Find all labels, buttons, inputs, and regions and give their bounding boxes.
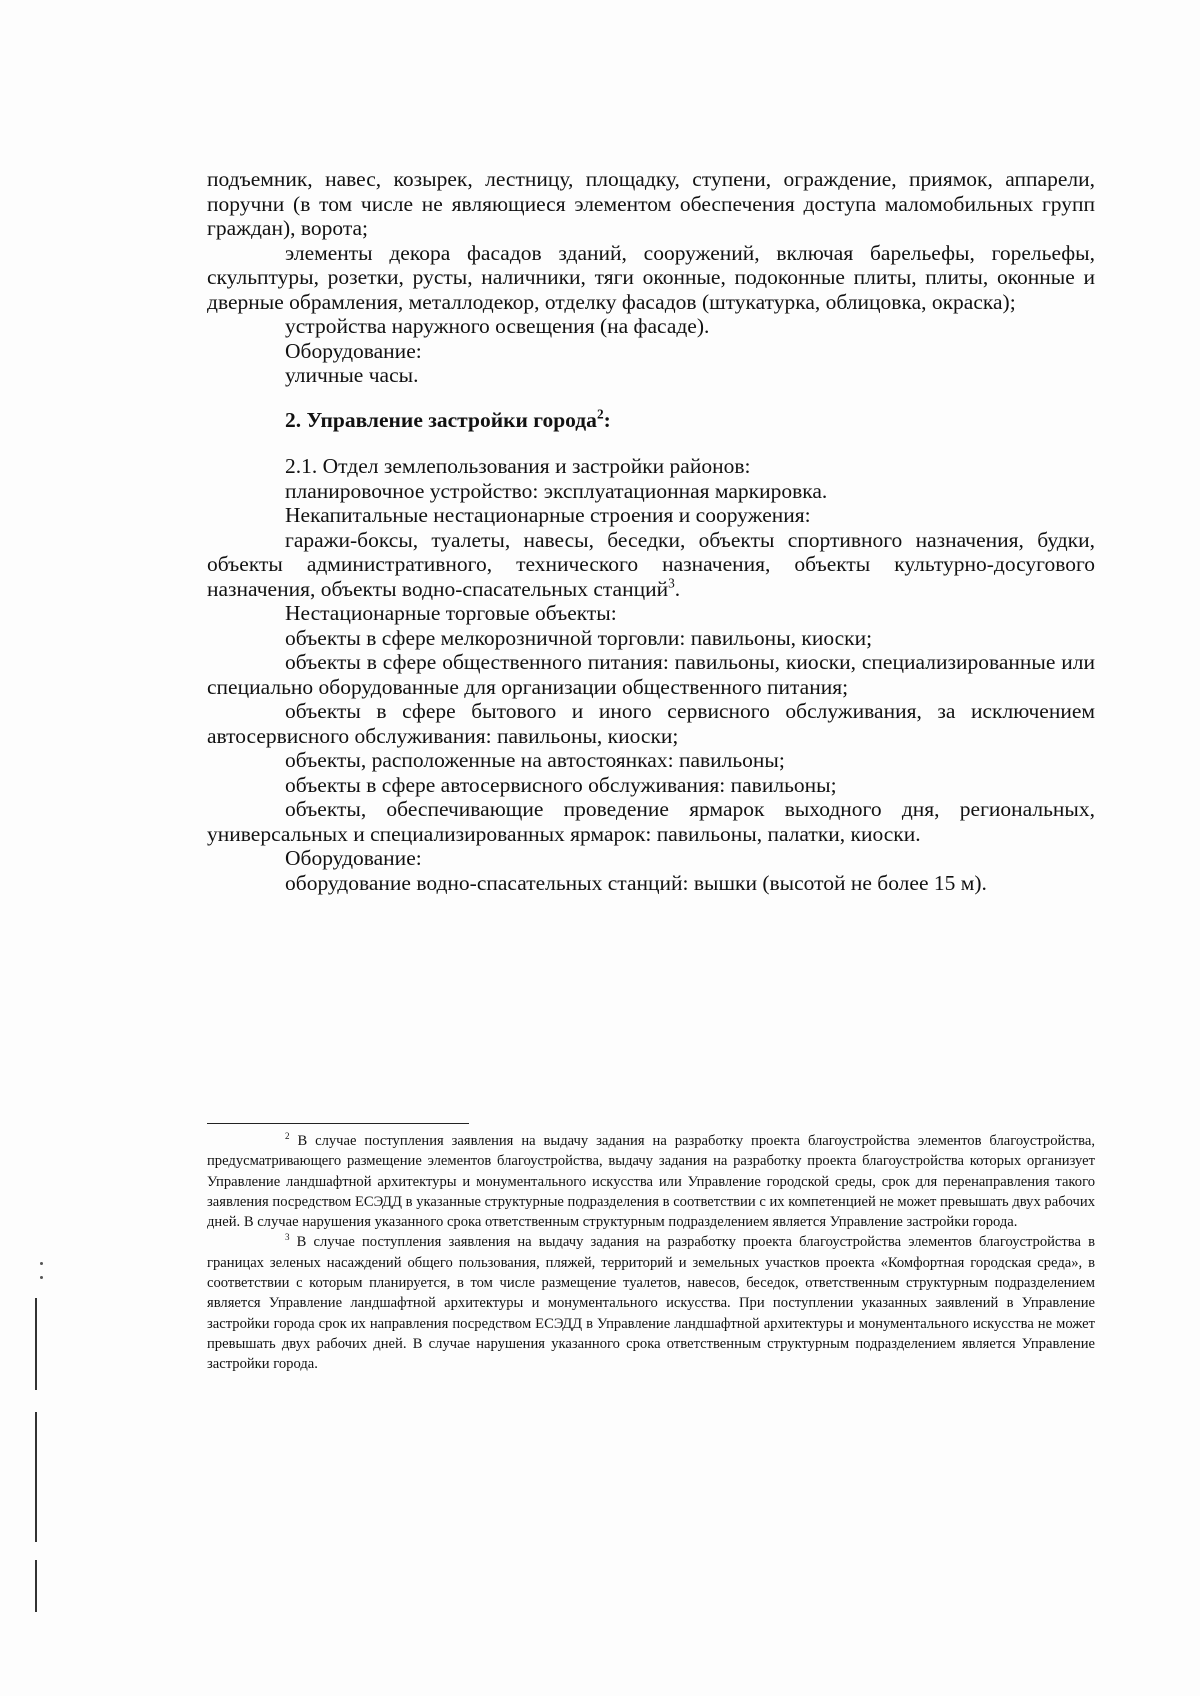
paragraph-facade-decor: элементы декора фасадов зданий, сооружений, включая барельефы, горельефы, скульптуры, розетки, русты, наличники, тяги оконные, подоконные плиты, плиты, оконные и дверные обрамления, металлодекор, отделку фасадов (штукатурка, облицовка, окраска); (207, 240, 1095, 314)
footnote-ref-3: 3 (668, 574, 675, 590)
trade-item: объекты, обеспечивающие проведение ярмарок выходного дня, региональных, универсальных и специализированных ярмарок: павильоны, палатки, киоски. (207, 797, 1095, 846)
paragraph-temp-structures (207, 528, 1095, 602)
scan-speck (40, 1262, 43, 1265)
footnote-text: В случае поступления заявления на выдачу задания на разработку проекта благоустройства элементов благоустройства, предусматривающего размещение элементов благоустройства, выдачу задания на разработку проекта благоустройства которых организует Управление ландшафтной архитектуры и монументального искусства или Управление городской среды, срок для перенаправления такого заявления посредством ЕСЭДД в указанные структурные подразделения в соответствии с их компетенцией не может превышать двух рабочих дней. В случае нарушения указанного срока ответственным структурным подразделением является Управление застройки города. (207, 1133, 1095, 1231)
paragraph-street-clocks: уличные часы. (285, 363, 419, 387)
footnote-separator (207, 1123, 469, 1124)
footnote-text: В случае поступления заявления на выдачу задания на разработку проекта благоустройства элементов благоустройства в границах зеленых насаждений общего пользования, пляжей, территорий и земельных участков проекта «Комфортная городская среда», в соответствии с которым планируется, в том числе размещение туалетов, навесов, беседок, ответственным структурным подразделением является Управление ландшафтной архитектуры и монументального искусства. При поступлении указанных заявлений в Управление застройки города срок их направления посредством ЕСЭДД в Управление ландшафтной архитектуры и монументального искусства не может превышать двух рабочих дней. В случае нарушения указанного срока ответственным структурным подразделением является Управление застройки города. (207, 1234, 1095, 1373)
footnote-mark: 3 (285, 1232, 290, 1243)
equipment-label: Оборудование: (285, 338, 422, 363)
trade-item: объекты в сфере общественного питания: павильоны, киоски, специализированные или специально оборудованные для организации общественного питания; (207, 650, 1095, 699)
section-heading (207, 405, 1095, 433)
paragraph-entrance-elements: подъемник, навес, козырек, лестницу, площадку, ступени, ограждение, приямок, аппарели, поручни (в том числе не являющиеся элементом обеспечения доступа маломобильных групп граждан), ворота; (207, 167, 1095, 240)
section-heading-text: 2. Управление застройки города (285, 407, 597, 432)
subsection-heading: 2.1. Отдел землепользования и застройки районов: (285, 454, 751, 478)
equipment-label-2: Оборудование: (285, 846, 422, 870)
footnote-2 (207, 1131, 1095, 1232)
footnote-3 (207, 1232, 1095, 1374)
footnotes (207, 1131, 1095, 1375)
trade-item: объекты в сфере бытового и иного сервисного обслуживания, за исключением автосервисного обслуживания: павильоны, киоски; (207, 699, 1095, 748)
temp-structures-end: . (674, 576, 681, 601)
scan-margin-mark (35, 1298, 37, 1390)
trade-objects-label: Нестационарные торговые объекты: (285, 601, 617, 625)
paragraph-rescue-towers: оборудование водно-спасательных станций: вышки (высотой не более 15 м). (285, 870, 987, 895)
document-body (207, 167, 1095, 895)
temp-structures-label: Некапитальные нестационарные строения и сооружения: (285, 503, 811, 527)
section-heading-suffix: : (603, 407, 611, 432)
temp-structures-text: гаражи-боксы, туалеты, навесы, беседки, объекты спортивного назначения, будки, объекты административного, технического назначения, объекты культурно-досугового назначения, объекты водно-спасательных станций (207, 527, 1095, 601)
paragraph-facade-lighting: устройства наружного освещения (на фасаде). (285, 314, 710, 338)
trade-item: объекты в сфере мелкорозничной торговли: павильоны, киоски; (285, 625, 873, 650)
trade-item: объекты в сфере автосервисного обслуживания: павильоны; (285, 772, 837, 797)
scan-speck (40, 1276, 43, 1279)
trade-item: объекты, расположенные на автостоянках: павильоны; (285, 748, 785, 772)
footnote-mark: 2 (285, 1131, 290, 1142)
scan-margin-mark (35, 1560, 37, 1612)
paragraph-planning: планировочное устройство: эксплуатационная маркировка. (285, 478, 828, 503)
footnote-ref-2: 2 (596, 405, 604, 421)
scan-margin-mark (35, 1412, 37, 1542)
